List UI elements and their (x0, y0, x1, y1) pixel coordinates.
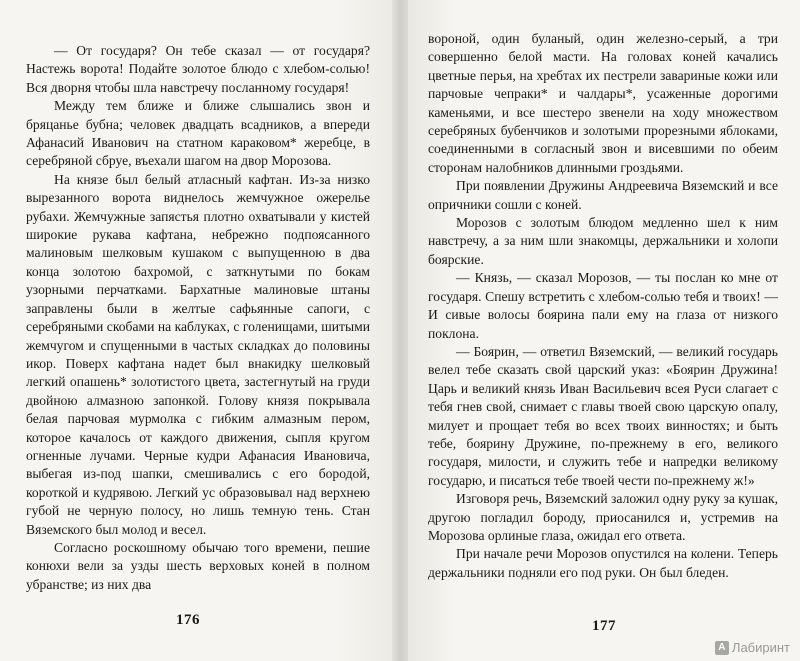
left-page (0, 0, 392, 661)
right-page-text (428, 30, 778, 582)
left-page-text (26, 42, 370, 594)
page-number: 176 (176, 612, 200, 628)
paragraph: — От государя? Он тебе сказал — от государя? Настежь ворота! Подайте золотое блюдо с хлебом-солью! Вся дворня чтобы шла навстречу посланному государя! (26, 43, 370, 95)
labirint-logo-icon: А (715, 641, 729, 655)
paragraph: Между тем ближе и ближе слышались звон и бряцанье бубна; человек двадцать всадников, а впереди Афанасий Иванович на статном караковом* жеребце, в серебряной сбруе, въехали шагом на двор Морозова. (26, 98, 370, 169)
paragraph: На князе был белый атласный кафтан. Из-за низко вырезанного ворота виднелось жемчужное ожерелье рубахи. Жемчужные запястья плотно охватывали у кистей широкие рукава кафтана, небрежно подпоясанного малиновым шелковым кушаком с выпущенною в два конца золотою бахромой, с заткнутыми по бокам узорными перчатками. Бархатные малиновые штаны заправлены были в желтые сафьянные сапоги, с серебряными скобами на каблуках, с голенищами, шитыми жемчугом и спущенными в частых складках до половины икор. Поверх кафтана надет был внакидку шелковый легкий опашень* золотистого цвета, застегнутый на груди двойною алмазною запонкой. Голову князя покрывала белая парчовая мурмолка с гибким алмазным пером, которое качалось от каждого движения, сыпля кругом огненные лучами. Черные кудри Афанасия Ивановича, выбегая из-под шапки, смешивались с его бородой, короткой и кудрявою. Легкий ус образовывал над верхнею губой не черную полосу, но лишь темную тень. Стан Вяземского был молод и весел. (26, 171, 370, 537)
paragraph: При начале речи Морозов опустился на колени. Теперь держальники подняли его под руки. Он был бледен. (428, 546, 778, 580)
paragraph: — Князь, — сказал Морозов, — ты послан ко мне от государя. Спешу встретить с хлебом-солью тебя и твоих! — И сивые волосы боярина пали ему на глаза от низкого поклона. (428, 270, 778, 341)
paragraph: Морозов с золотым блюдом медленно шел к ним навстречу, а за ним шли знакомцы, держальники и холопи боярские. (428, 215, 778, 267)
watermark-text: Лабиринт (731, 640, 790, 655)
paragraph: При появлении Дружины Андреевича Вяземский и все опричники сошли с коней. (428, 178, 778, 212)
labirint-watermark (715, 640, 790, 655)
book-gutter (392, 0, 408, 661)
paragraph: — Боярин, — ответил Вяземский, — великий государь велел тебе сказать свой царский указ: «Боярин Дружина! Царь и великий князь Иван Васильевич всея Руси слагает с тебя гнев свой, снимает с главы твоей свою царскую опалу, милует и прощает тебя во всех твоих винностях; и быть тебе, боярину Дружине, по-прежнему в его, великого государя, милости, и служить тебе и напредки великому государю, и писаться тебе твоей чести по-прежнему ж!» (428, 343, 778, 488)
paragraph: Согласно роскошному обычаю того времени, пешие конюхи вели за узды шесть верховых коней в полном убранстве; из них два (26, 539, 370, 592)
page-number: 177 (592, 618, 616, 634)
paragraph: вороной, один буланый, один железно-серый, а три совершенно белой масти. На головах коней качались цветные перья, на хребтах их пестрели завариные кожи или парчовые чепраки* и чалдары*, усаженные дорогими каменьями, и все шестеро звенели на ходу множеством серебряных бубенчиков и золотыми прорезными яблоками, соединенными в согласный звон и висевшими по обеим сторонам налобников длинными гроздьями. (428, 31, 778, 175)
right-page (408, 0, 800, 661)
paragraph: Изговоря речь, Вяземский заложил одну руку за кушак, другою погладил бороду, приосанился и, устремив на Морозова орлиные глаза, ожидал его ответа. (428, 491, 778, 543)
